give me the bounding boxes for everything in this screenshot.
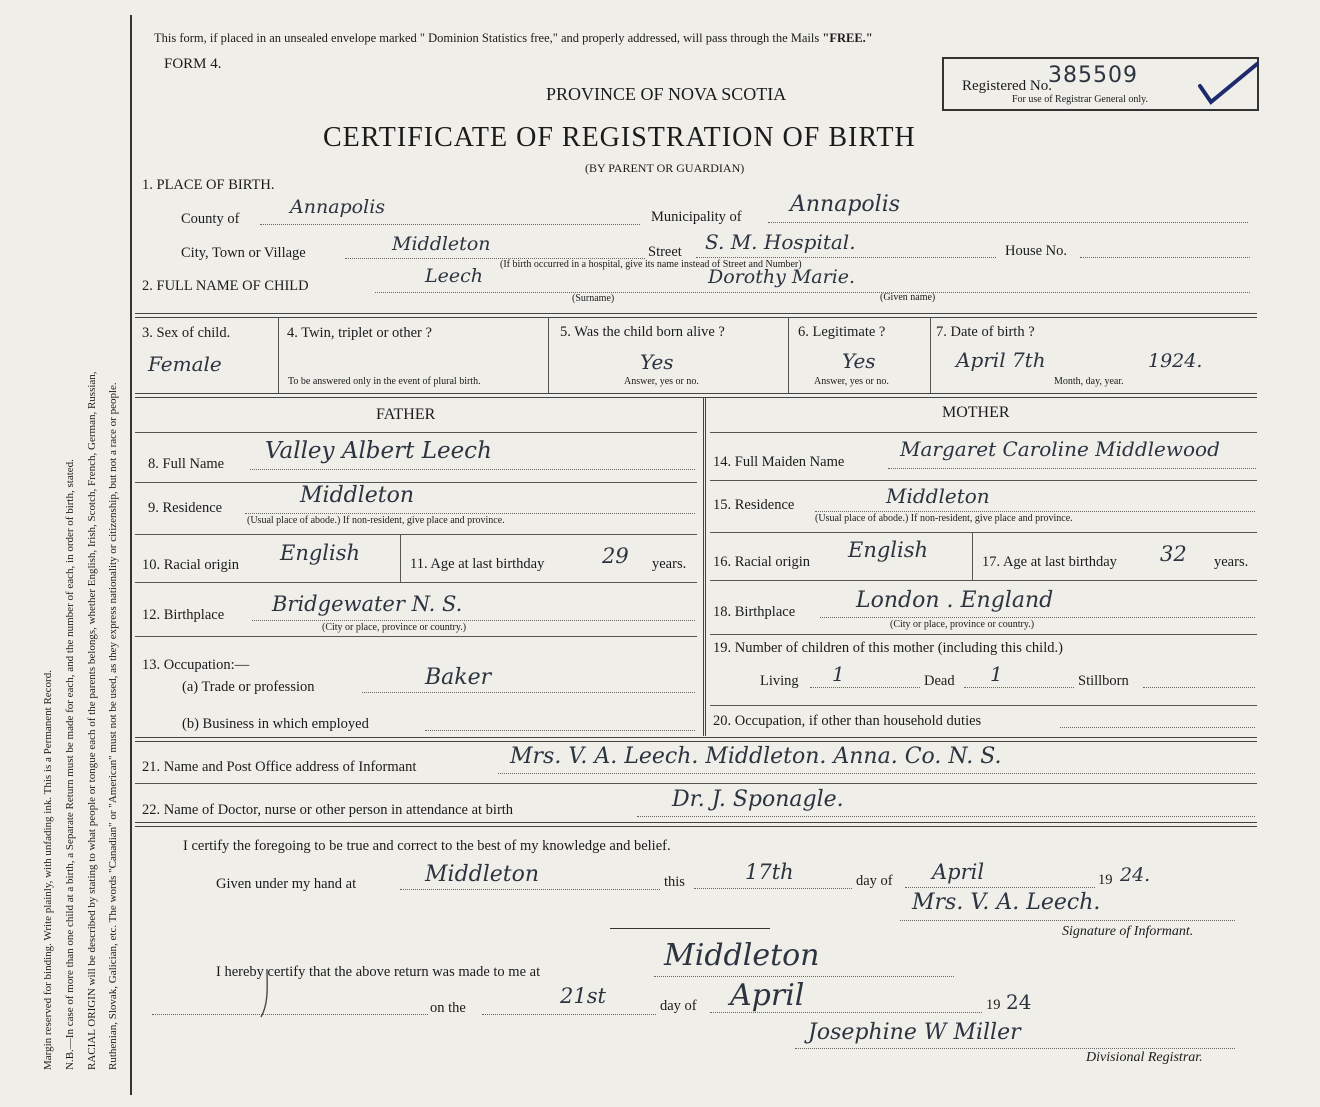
dob-label: 7. Date of birth ? <box>936 324 1035 340</box>
dead-value: 1 <box>990 662 1003 686</box>
father-business-label: (b) Business in which employed <box>182 716 369 732</box>
registrar-signature: Josephine W Miller <box>808 1020 1021 1045</box>
informant-value: Mrs. V. A. Leech. Middleton. Anna. Co. N. S. <box>510 744 1002 769</box>
registered-label: Registered No. <box>962 78 1052 94</box>
father-race-label: 10. Racial origin <box>142 557 240 573</box>
legitimate-label: 6. Legitimate ? <box>798 324 886 340</box>
mother-age-value: 32 <box>1160 542 1187 566</box>
dob-value: April 7th <box>956 348 1046 372</box>
mail-note-text: This form, if placed in an unsealed envelope marked " Dominion Statistics free," and properly addressed, will pass through the Mails <box>154 31 820 45</box>
dob-note: Month, day, year. <box>1054 376 1124 387</box>
certify-year-prefix: 19 <box>1098 872 1113 888</box>
born-alive-value: Yes <box>640 350 674 374</box>
father-birthplace-label: 12. Birthplace <box>142 607 225 623</box>
mother-occupation-label: 20. Occupation, if other than household duties <box>713 713 982 729</box>
mother-children-label: 19. Number of children of this mother (including this child.) <box>713 640 1063 656</box>
house-number-label: House No. <box>1005 243 1068 259</box>
father-occupation-label: 13. Occupation:— <box>142 657 250 673</box>
given-label: Given under my hand at <box>216 876 357 892</box>
margin-note-1: Margin reserved for binding. Write plainly, with unfading ink. This is a Permanent Record. <box>42 670 54 1070</box>
father-birthplace-note: (City or place, province or country.) <box>322 622 467 633</box>
child-surname: Leech <box>425 265 483 287</box>
margin-note-4: Ruthenian, Slovak, Galician, etc. The words "Canadian" or "American" must not be used, as they express nationality or citizenship, but not a race or people. <box>107 382 119 1070</box>
mother-birthplace-label: 18. Birthplace <box>713 604 796 620</box>
father-age-label: 11. Age at last birthday <box>410 556 545 572</box>
sex-value: Female <box>148 352 222 376</box>
father-name-label: 8. Full Name <box>148 456 225 472</box>
street-value: S. M. Hospital. <box>705 230 856 254</box>
sex-label: 3. Sex of child. <box>142 325 231 341</box>
certify-month: April <box>932 860 985 884</box>
certify-statement: I certify the foregoing to be true and correct to the best of my knowledge and belief. <box>183 838 671 854</box>
registrar-month: April <box>730 978 805 1013</box>
place-section-label: 1. PLACE OF BIRTH. <box>142 177 275 193</box>
county-label: County of <box>181 211 240 227</box>
mother-residence-note: (Usual place of abode.) If non-resident, give place and province. <box>815 513 1073 524</box>
father-race-value: English <box>280 541 361 565</box>
city-label: City, Town or Village <box>181 245 306 261</box>
certificate-subtitle: (BY PARENT OR GUARDIAN) <box>585 161 745 175</box>
mother-name-label: 14. Full Maiden Name <box>713 454 845 470</box>
father-age-unit: years. <box>652 556 687 572</box>
child-name-label: 2. FULL NAME OF CHILD <box>142 278 309 294</box>
municipality-label: Municipality of <box>651 209 742 225</box>
father-residence-note: (Usual place of abode.) If non-resident, give place and province. <box>247 515 505 526</box>
mail-note <box>154 31 873 46</box>
father-heading: FATHER <box>376 406 436 423</box>
father-age-value: 29 <box>602 544 629 568</box>
registrar-on-the-label: on the <box>430 1000 466 1016</box>
informant-signature-label: Signature of Informant. <box>1062 924 1194 939</box>
registrar-year: 24 <box>1006 990 1032 1014</box>
certify-year: 24. <box>1120 864 1151 886</box>
dead-label: Dead <box>924 673 955 689</box>
mother-name-value: Margaret Caroline Middlewood <box>900 437 1220 461</box>
mother-residence-value: Middleton <box>886 484 990 508</box>
registrar-day-of-label: day of <box>660 998 697 1014</box>
registered-number: 385509 <box>1048 63 1138 88</box>
mail-free: "FREE." <box>822 31 873 45</box>
municipality-value: Annapolis <box>790 192 901 217</box>
legitimate-value: Yes <box>842 349 876 373</box>
registrar-statement: I hereby certify that the above return was made to me at <box>216 964 541 980</box>
doctor-label: 22. Name of Doctor, nurse or other person in attendance at birth <box>142 802 514 818</box>
check-mark-icon <box>1195 58 1265 108</box>
father-residence-value: Middleton <box>300 483 415 508</box>
margin-note-3: RACIAL ORIGIN will be described by stating to what people or tongue each of the parents belongs, whether English, Irish, Scotch, French, German, Russian, <box>86 371 98 1070</box>
informant-signature: Mrs. V. A. Leech. <box>912 890 1101 915</box>
child-given-name: Dorothy Marie. <box>708 266 856 288</box>
born-alive-note: Answer, yes or no. <box>624 376 699 387</box>
registrar-year-prefix: 19 <box>986 997 1001 1013</box>
twin-note: To be answered only in the event of plural birth. <box>288 376 481 387</box>
pen-mark-icon <box>255 965 285 1025</box>
mother-race-value: English <box>848 538 929 562</box>
doctor-value: Dr. J. Sponagle. <box>672 787 844 812</box>
registrar-place: Middleton <box>664 938 820 973</box>
living-label: Living <box>760 673 799 689</box>
margin-note-2: N.B.—In case of more than one child at a birth, a Separate Return must be made for each, and the number of each, in order of birth, stated. <box>64 459 76 1070</box>
county-value: Annapolis <box>290 196 386 218</box>
given-name-note: (Given name) <box>880 292 936 303</box>
mother-heading: MOTHER <box>942 404 1010 421</box>
born-alive-label: 5. Was the child born alive ? <box>560 324 725 340</box>
father-trade-label: (a) Trade or profession <box>182 679 315 695</box>
living-value: 1 <box>832 662 845 686</box>
father-trade-value: Baker <box>425 665 492 690</box>
hospital-note: (If birth occurred in a hospital, give its name instead of Street and Number) <box>500 259 802 270</box>
twin-label: 4. Twin, triplet or other ? <box>287 325 432 341</box>
registrar-day: 21st <box>560 984 606 1008</box>
mother-birthplace-value: London . England <box>856 588 1054 613</box>
certificate-title: CERTIFICATE OF REGISTRATION OF BIRTH <box>323 122 916 153</box>
province-title: PROVINCE OF NOVA SCOTIA <box>546 84 787 104</box>
stillborn-label: Stillborn <box>1078 673 1129 689</box>
city-value: Middleton <box>392 233 491 255</box>
dob-year: 1924. <box>1148 350 1203 372</box>
legitimate-note: Answer, yes or no. <box>814 376 889 387</box>
registered-note: For use of Registrar General only. <box>1012 94 1148 105</box>
father-name-value: Valley Albert Leech <box>265 438 492 464</box>
mother-race-label: 16. Racial origin <box>713 554 811 570</box>
father-residence-label: 9. Residence <box>148 500 223 516</box>
form-number: FORM 4. <box>164 56 222 72</box>
mother-residence-label: 15. Residence <box>713 497 795 513</box>
mother-age-unit: years. <box>1214 554 1249 570</box>
registrar-signature-label: Divisional Registrar. <box>1086 1050 1203 1065</box>
binding-margin-line <box>130 15 132 1095</box>
this-label: this <box>664 874 685 890</box>
mother-age-label: 17. Age at last birthday <box>982 554 1117 570</box>
street-label: Street <box>648 244 682 260</box>
given-place: Middleton <box>425 862 540 887</box>
certify-day-of-label: day of <box>856 873 893 889</box>
surname-note: (Surname) <box>572 293 615 304</box>
mother-birthplace-note: (City or place, province or country.) <box>890 619 1035 630</box>
certify-day: 17th <box>745 860 794 884</box>
father-birthplace-value: Bridgewater N. S. <box>272 592 463 616</box>
informant-label: 21. Name and Post Office address of Informant <box>142 759 417 775</box>
